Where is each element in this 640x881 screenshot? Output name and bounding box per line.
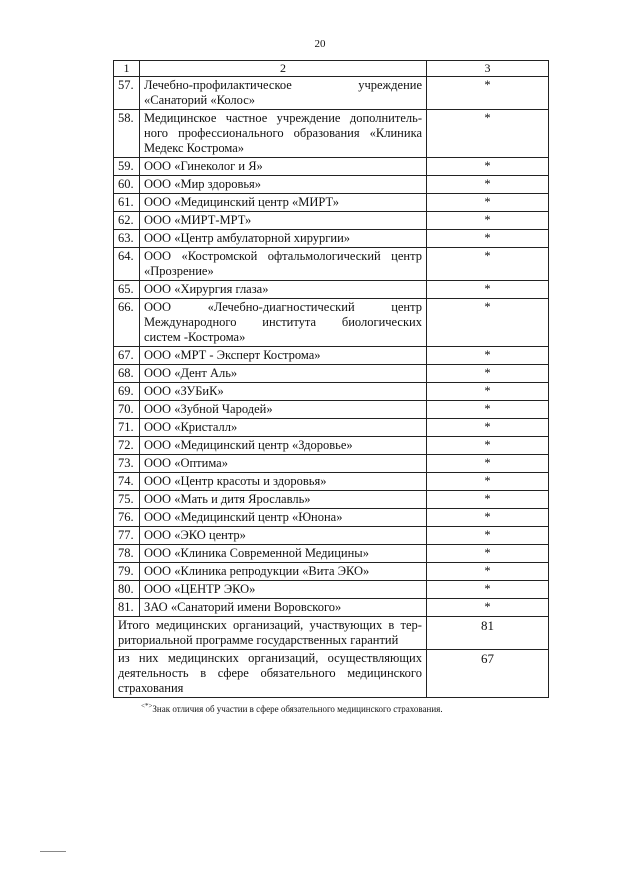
cell-line: из них медицинских организаций, осуществляющих bbox=[118, 651, 422, 665]
organization-name bbox=[140, 281, 427, 299]
oms-mark: * bbox=[427, 248, 549, 281]
summary-row bbox=[114, 650, 549, 698]
row-number: 74. bbox=[114, 473, 140, 491]
summary-value: 81 bbox=[427, 617, 549, 650]
cell-line: ООО «Мать и дитя Ярославль» bbox=[144, 492, 311, 506]
table-row bbox=[114, 281, 549, 299]
summary-label bbox=[114, 650, 427, 698]
organization-name bbox=[140, 509, 427, 527]
cell-line: ООО «Медицинский центр «Здоровье» bbox=[144, 438, 353, 452]
row-number: 70. bbox=[114, 401, 140, 419]
scan-mark bbox=[40, 851, 66, 852]
summary-row bbox=[114, 617, 549, 650]
table-row bbox=[114, 383, 549, 401]
table-row bbox=[114, 365, 549, 383]
cell-line: систем -Кострома» bbox=[144, 330, 246, 344]
oms-mark: * bbox=[427, 491, 549, 509]
cell-line: Итого медицинских организаций, участвующих в тер- bbox=[118, 618, 422, 632]
table-row bbox=[114, 347, 549, 365]
cell-line: ного профессионального образования «Клиника bbox=[144, 126, 422, 140]
organization-name bbox=[140, 545, 427, 563]
oms-mark: * bbox=[427, 563, 549, 581]
summary-value: 67 bbox=[427, 650, 549, 698]
cell-line: ООО «Хирургия глаза» bbox=[144, 282, 269, 296]
row-number: 67. bbox=[114, 347, 140, 365]
cell-line: ООО «Оптима» bbox=[144, 456, 228, 470]
row-number: 62. bbox=[114, 212, 140, 230]
cell-line: ООО «Медицинский центр «МИРТ» bbox=[144, 195, 340, 209]
organization-name bbox=[140, 299, 427, 347]
organization-name bbox=[140, 176, 427, 194]
organization-name bbox=[140, 212, 427, 230]
organization-name bbox=[140, 527, 427, 545]
row-number: 80. bbox=[114, 581, 140, 599]
organization-name bbox=[140, 77, 427, 110]
row-number: 66. bbox=[114, 299, 140, 347]
table-row bbox=[114, 401, 549, 419]
organization-name bbox=[140, 248, 427, 281]
cell-line: ООО «Кристалл» bbox=[144, 420, 238, 434]
organization-name bbox=[140, 455, 427, 473]
table-row bbox=[114, 230, 549, 248]
table-row bbox=[114, 473, 549, 491]
row-number: 71. bbox=[114, 419, 140, 437]
table-row bbox=[114, 212, 549, 230]
cell-line: «Санаторий «Колос» bbox=[144, 93, 255, 107]
oms-mark: * bbox=[427, 437, 549, 455]
table-row bbox=[114, 437, 549, 455]
footnote-text: Знак отличия об участии в сфере обязательного медицинского страхования. bbox=[152, 704, 443, 714]
table-row bbox=[114, 491, 549, 509]
oms-mark: * bbox=[427, 110, 549, 158]
cell-line: ООО «Костромской офтальмологический центр bbox=[144, 249, 422, 263]
oms-mark: * bbox=[427, 509, 549, 527]
table-row bbox=[114, 455, 549, 473]
header-col-2: 2 bbox=[140, 61, 427, 77]
cell-line: ООО «Медицинский центр «Юнона» bbox=[144, 510, 343, 524]
header-col-1: 1 bbox=[114, 61, 140, 77]
page-number: 20 bbox=[314, 38, 326, 50]
row-number: 57. bbox=[114, 77, 140, 110]
organizations-table bbox=[113, 60, 549, 698]
footnote bbox=[141, 702, 443, 714]
cell-line: ЗАО «Санаторий имени Воровского» bbox=[144, 600, 342, 614]
cell-line: деятельность в сфере обязательного медицинского bbox=[118, 666, 422, 680]
cell-line: ООО «Мир здоровья» bbox=[144, 177, 262, 191]
organization-name bbox=[140, 383, 427, 401]
table-row bbox=[114, 581, 549, 599]
oms-mark: * bbox=[427, 599, 549, 617]
oms-mark: * bbox=[427, 527, 549, 545]
row-number: 76. bbox=[114, 509, 140, 527]
row-number: 58. bbox=[114, 110, 140, 158]
organization-name bbox=[140, 599, 427, 617]
organization-name bbox=[140, 581, 427, 599]
row-number: 81. bbox=[114, 599, 140, 617]
cell-line: ООО «Клиника репродукции «Вита ЭКО» bbox=[144, 564, 370, 578]
row-number: 65. bbox=[114, 281, 140, 299]
oms-mark: * bbox=[427, 383, 549, 401]
footnote-marker: <*> bbox=[141, 702, 153, 710]
cell-line: Лечебно-профилактическое учреждение bbox=[144, 78, 422, 92]
table-row bbox=[114, 419, 549, 437]
table-row bbox=[114, 194, 549, 212]
row-number: 77. bbox=[114, 527, 140, 545]
organization-name bbox=[140, 230, 427, 248]
cell-line: ООО «МИРТ-МРТ» bbox=[144, 213, 252, 227]
summary-label bbox=[114, 617, 427, 650]
table-row bbox=[114, 299, 549, 347]
cell-line: ООО «ЗУБиК» bbox=[144, 384, 224, 398]
table-header-row bbox=[114, 61, 549, 77]
row-number: 68. bbox=[114, 365, 140, 383]
row-number: 78. bbox=[114, 545, 140, 563]
table-row bbox=[114, 248, 549, 281]
organization-name bbox=[140, 110, 427, 158]
oms-mark: * bbox=[427, 212, 549, 230]
cell-line: ООО «Гинеколог и Я» bbox=[144, 159, 263, 173]
cell-line: ООО «Лечебно-диагностический центр bbox=[144, 300, 422, 314]
organization-name bbox=[140, 365, 427, 383]
oms-mark: * bbox=[427, 581, 549, 599]
row-number: 69. bbox=[114, 383, 140, 401]
organization-name bbox=[140, 437, 427, 455]
cell-line: Медекс Кострома» bbox=[144, 141, 244, 155]
oms-mark: * bbox=[427, 419, 549, 437]
row-number: 61. bbox=[114, 194, 140, 212]
oms-mark: * bbox=[427, 158, 549, 176]
header-col-3: 3 bbox=[427, 61, 549, 77]
oms-mark: * bbox=[427, 194, 549, 212]
organization-name bbox=[140, 473, 427, 491]
row-number: 64. bbox=[114, 248, 140, 281]
table-row bbox=[114, 176, 549, 194]
cell-line: страхования bbox=[118, 681, 184, 695]
table-row bbox=[114, 158, 549, 176]
cell-line: ООО «Центр амбулаторной хирургии» bbox=[144, 231, 351, 245]
row-number: 79. bbox=[114, 563, 140, 581]
oms-mark: * bbox=[427, 545, 549, 563]
row-number: 63. bbox=[114, 230, 140, 248]
cell-line: ООО «Зубной Чародей» bbox=[144, 402, 273, 416]
table-row bbox=[114, 563, 549, 581]
organization-name bbox=[140, 158, 427, 176]
oms-mark: * bbox=[427, 365, 549, 383]
oms-mark: * bbox=[427, 176, 549, 194]
cell-line: ООО «Дент Аль» bbox=[144, 366, 238, 380]
oms-mark: * bbox=[427, 299, 549, 347]
row-number: 59. bbox=[114, 158, 140, 176]
cell-line: ООО «Центр красоты и здоровья» bbox=[144, 474, 327, 488]
cell-line: ООО «Клиника Современной Медицины» bbox=[144, 546, 369, 560]
table-row bbox=[114, 509, 549, 527]
table-row bbox=[114, 77, 549, 110]
footnote-divider bbox=[113, 697, 195, 698]
table-row bbox=[114, 527, 549, 545]
cell-line: ООО «ЭКО центр» bbox=[144, 528, 246, 542]
cell-line: риториальной программе государственных гарантий bbox=[118, 633, 399, 647]
table-row bbox=[114, 545, 549, 563]
oms-mark: * bbox=[427, 230, 549, 248]
cell-line: ООО «МРТ - Эксперт Кострома» bbox=[144, 348, 321, 362]
table-row bbox=[114, 599, 549, 617]
row-number: 73. bbox=[114, 455, 140, 473]
organization-name bbox=[140, 347, 427, 365]
row-number: 75. bbox=[114, 491, 140, 509]
oms-mark: * bbox=[427, 347, 549, 365]
table-row bbox=[114, 110, 549, 158]
oms-mark: * bbox=[427, 281, 549, 299]
oms-mark: * bbox=[427, 455, 549, 473]
oms-mark: * bbox=[427, 473, 549, 491]
cell-line: «Прозрение» bbox=[144, 264, 214, 278]
organization-name bbox=[140, 194, 427, 212]
organization-name bbox=[140, 563, 427, 581]
organization-name bbox=[140, 401, 427, 419]
cell-line: Международного института биологических bbox=[144, 315, 422, 329]
organization-name bbox=[140, 491, 427, 509]
organization-name bbox=[140, 419, 427, 437]
row-number: 72. bbox=[114, 437, 140, 455]
row-number: 60. bbox=[114, 176, 140, 194]
oms-mark: * bbox=[427, 77, 549, 110]
oms-mark: * bbox=[427, 401, 549, 419]
cell-line: ООО «ЦЕНТР ЭКО» bbox=[144, 582, 256, 596]
cell-line: Медицинское частное учреждение дополнитель- bbox=[144, 111, 422, 125]
